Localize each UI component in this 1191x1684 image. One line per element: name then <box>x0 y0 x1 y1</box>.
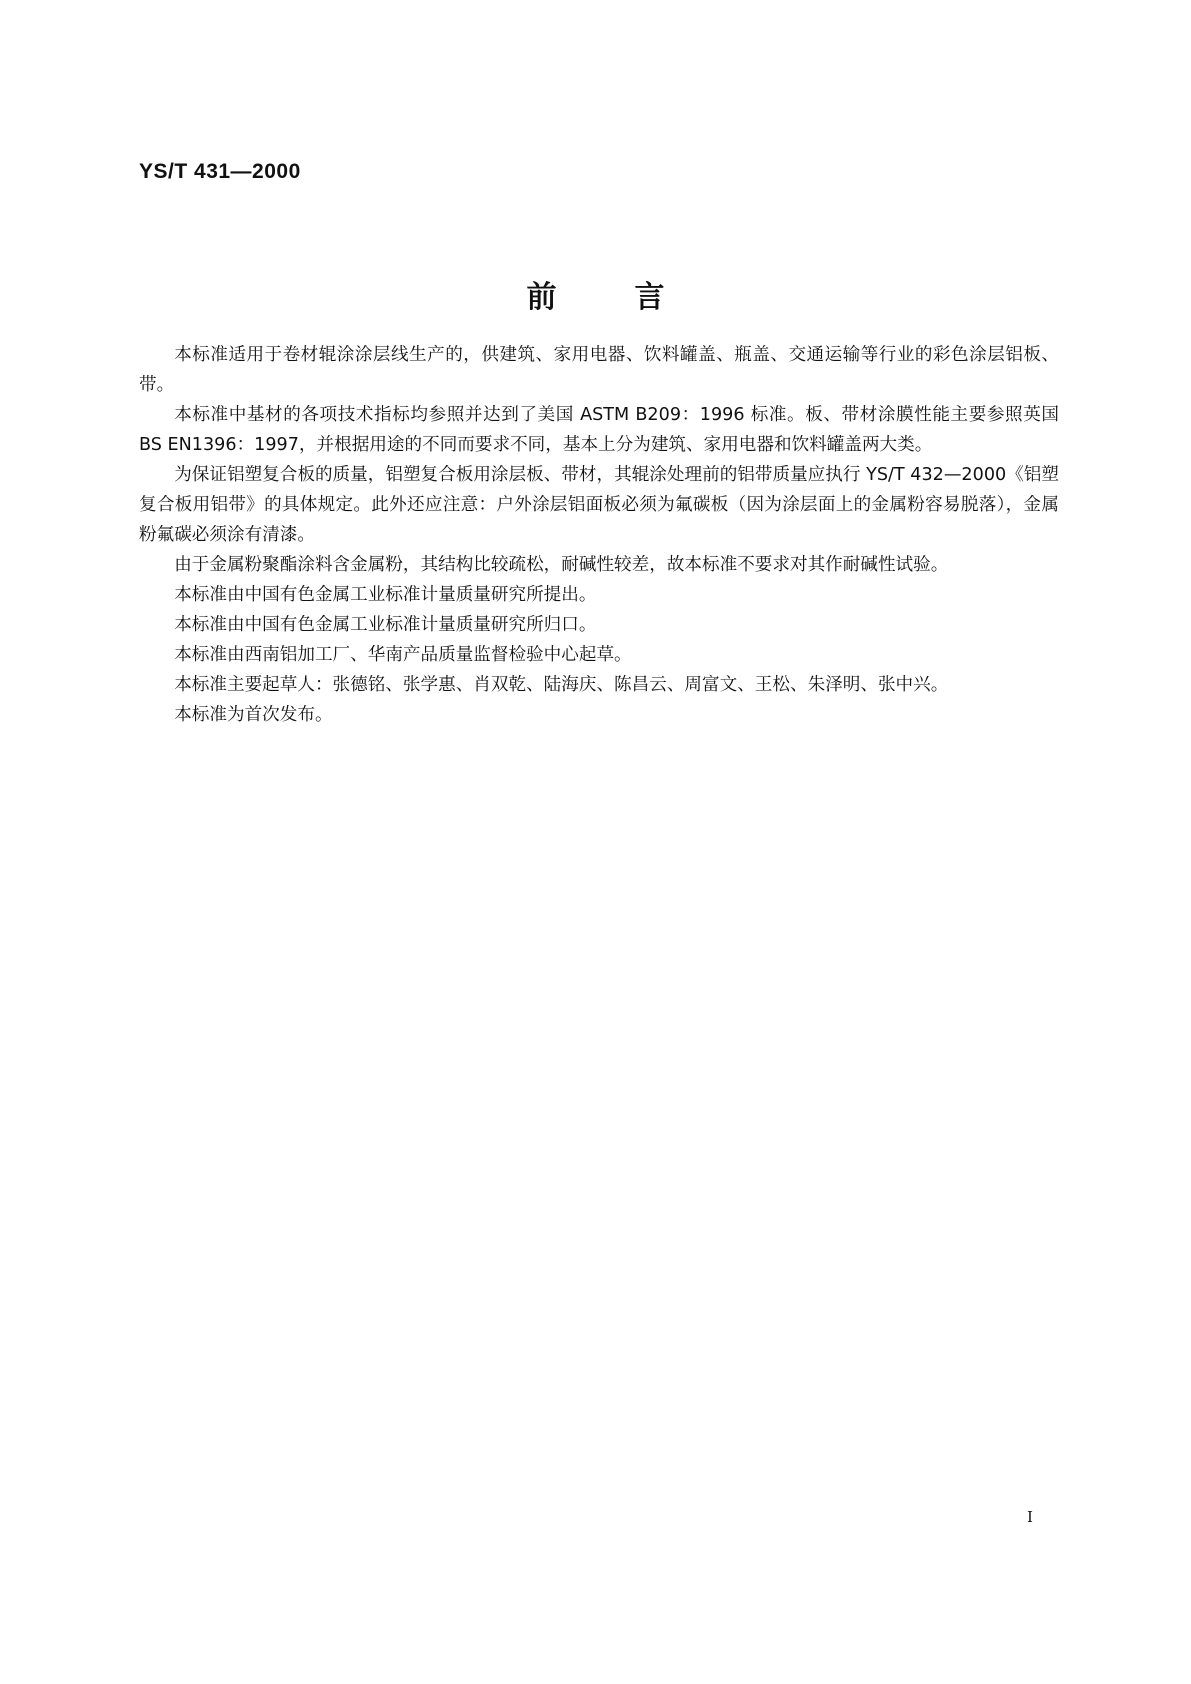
paragraph-centralized-by: 本标准由中国有色金属工业标准计量质量研究所归口。 <box>174 615 597 635</box>
paragraph-quality: 为保证铝塑复合板的质量，铝塑复合板用涂层板、带材，其辊涂处理前的铝带质量应执行 YS/T 432—2000《铝塑复合板用铝带》的具体规定。此外还应注意：户外涂层铝面板必须为氟碳板（因为涂层面上的金属粉容易脱落），金属粉氟碳必须涂有清漆。 <box>139 465 1059 545</box>
foreword-body <box>139 340 1059 730</box>
paragraph-drafters: 本标准主要起草人：张德铭、张学惠、肖双乾、陆海庆、陈昌云、周富文、王松、朱泽明、张中兴。 <box>174 675 949 695</box>
standard-code: YS/T 431—2000 <box>139 160 301 183</box>
paragraph-first-release: 本标准为首次发布。 <box>174 705 333 725</box>
paragraph-drafted-by: 本标准由西南铝加工厂、华南产品质量监督检验中心起草。 <box>174 645 632 665</box>
paragraph-alkali-test: 由于金属粉聚酯涂料含金属粉，其结构比较疏松，耐碱性较差，故本标准不要求对其作耐碱性试验。 <box>174 555 949 575</box>
page-number: I <box>1027 1508 1033 1526</box>
paragraph-proposed-by: 本标准由中国有色金属工业标准计量质量研究所提出。 <box>174 585 597 605</box>
paragraph-scope: 本标准适用于卷材辊涂涂层线生产的，供建筑、家用电器、饮料罐盖、瓶盖、交通运输等行业的彩色涂层铝板、带。 <box>139 345 1059 395</box>
paragraph-base-material: 本标准中基材的各项技术指标均参照并达到了美国 ASTM B209：1996 标准。板、带材涂膜性能主要参照英国 BS EN1396：1997，并根据用途的不同而要求不同，基本上分为建筑、家用电器和饮料罐盖两大类。 <box>139 405 1059 455</box>
page-title: 前言 <box>526 280 743 315</box>
